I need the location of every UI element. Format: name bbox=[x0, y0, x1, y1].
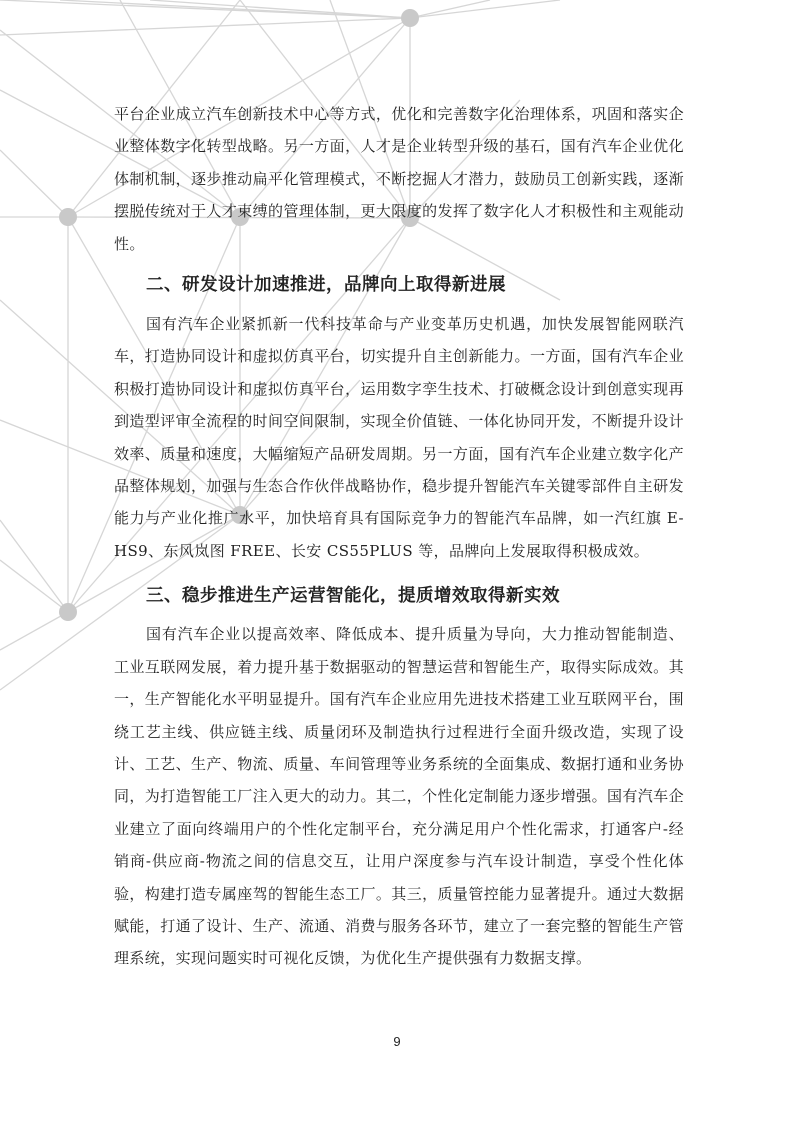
paragraph-1: 平台企业成立汽车创新技术中心等方式，优化和完善数字化治理体系，巩固和落实企业整体数字化转型战略。另一方面，人才是企业转型升级的基石，国有汽车企业优化体制机制，逐步推动扁平化管理模式，不断挖掘人才潜力，鼓励员工创新实践，逐渐摆脱传统对于人才束缚的管理体制，更大限度的发挥了数字化人才积极性和主观能动性。 bbox=[114, 105, 684, 253]
document-body bbox=[114, 98, 684, 975]
paragraph-2: 国有汽车企业紧抓新一代科技革命与产业变革历史机遇，加快发展智能网联汽车，打造协同设计和虚拟仿真平台，切实提升自主创新能力。一方面，国有汽车企业积极打造协同设计和虚拟仿真平台，运用数字孪生技术、打破概念设计到创意实现再到造型评审全流程的时间空间限制，实现全价值链、一体化协同开发，不断提升设计效率、质量和速度，大幅缩短产品研发周期。另一方面，国有汽车企业建立数字化产品整体规划，加强与生态合作伙伴战略协作，稳步提升智能汽车关键零部件自主研发能力与产业化推广水平，加快培育具有国际竞争力的智能汽车品牌，如一汽红旗 E-HS9、东风岚图 FREE、长安 CS55PLUS 等，品牌向上发展取得积极成效。 bbox=[114, 315, 684, 560]
paragraph-3: 国有汽车企业以提高效率、降低成本、提升质量为导向，大力推动智能制造、工业互联网发展，着力提升基于数据驱动的智慧运营和智能生产，取得实际成效。其一，生产智能化水平明显提升。国有汽车企业应用先进技术搭建工业互联网平台，围绕工艺主线、供应链主线、质量闭环及制造执行过程进行全面升级改造，实现了设计、工艺、生产、物流、质量、车间管理等业务系统的全面集成、数据打通和业务协同，为打造智能工厂注入更大的动力。其二，个性化定制能力逐步增强。国有汽车企业建立了面向终端用户的个性化定制平台，充分满足用户个性化需求，打通客户-经销商-供应商-物流之间的信息交互，让用户深度参与汽车设计制造，享受个性化体验，构建打造专属座驾的智能生态工厂。其三，质量管控能力显著提升。通过大数据赋能，打通了设计、生产、流通、消费与服务各环节，建立了一套完整的智能生产管理系统，实现问题实时可视化反馈，为优化生产提供强有力数据支撑。 bbox=[114, 625, 684, 968]
page-number: 9 bbox=[393, 1034, 401, 1049]
section-heading-3: 三、稳步推进生产运营智能化，提质增效取得新实效 bbox=[146, 586, 560, 607]
section-heading-2: 二、研发设计加速推进，品牌向上取得新进展 bbox=[146, 275, 506, 296]
